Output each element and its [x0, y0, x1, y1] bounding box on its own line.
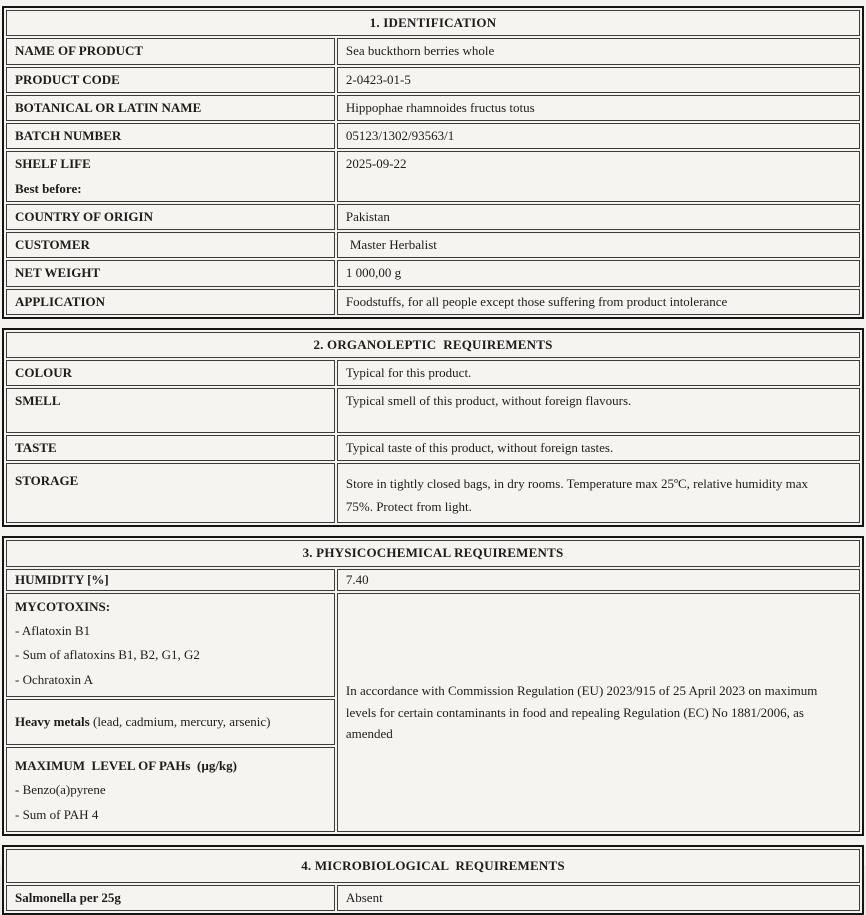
- row-label-batch-number: BATCH NUMBER: [6, 123, 335, 149]
- row-value-country-of-origin: Pakistan: [337, 204, 860, 230]
- row-value-name-of-product: Sea buckthorn berries whole: [337, 38, 860, 64]
- row-label-taste: TASTE: [6, 435, 335, 461]
- table-row: [6, 360, 860, 386]
- row-label-application: APPLICATION: [6, 289, 335, 315]
- heavy-metals-cell: [6, 699, 335, 745]
- mycotoxins-cell: [6, 593, 335, 697]
- pahs-item-benzo-a-pyrene: - Benzo(a)pyrene: [15, 782, 106, 798]
- section-title-organoleptic: 2. ORGANOLEPTIC REQUIREMENTS: [6, 332, 860, 358]
- mycotoxin-item-sum-aflatoxins: - Sum of aflatoxins B1, B2, G1, G2: [15, 647, 200, 663]
- section-organoleptic: [2, 328, 864, 528]
- row-value-colour: [337, 360, 860, 386]
- row-value-storage: [337, 463, 860, 524]
- regulation-note-text: In accordance with Commission Regulation (EU) 2023/915 of 25 April 2023 on maximum levels for certain contaminants in food and repealing Regulation (EC) No 1881/2006, as amended: [345, 683, 818, 741]
- section-header-row: [6, 540, 860, 566]
- table-row: [6, 260, 860, 286]
- table-row: [6, 885, 860, 911]
- section-header-row: [6, 332, 860, 358]
- table-row: [6, 67, 860, 93]
- row-value-application: Foodstuffs, for all people except those suffering from product intolerance: [337, 289, 860, 315]
- row-label-net-weight: NET WEIGHT: [6, 260, 335, 286]
- table-row: [6, 435, 860, 461]
- row-value-shelf-life: 2025-09-22: [337, 151, 860, 202]
- best-before-label: Best before:: [15, 180, 82, 196]
- heavy-metals-heading: Heavy metals: [15, 713, 90, 729]
- row-value-salmonella: Absent: [337, 885, 860, 911]
- table-row: [6, 593, 860, 697]
- row-value-customer: Master Herbalist: [337, 232, 860, 258]
- pahs-item-sum-of-pah4: - Sum of PAH 4: [15, 806, 99, 822]
- pahs-cell: [6, 747, 335, 832]
- row-label-botanical-name: BOTANICAL OR LATIN NAME: [6, 95, 335, 121]
- row-value-humidity: 7.40: [337, 569, 860, 591]
- section-header-row: [6, 10, 860, 36]
- section-physicochemical: [2, 536, 864, 836]
- section-title-identification: 1. IDENTIFICATION: [6, 10, 860, 36]
- colour-value-text: Typical for this product.: [345, 365, 472, 380]
- mycotoxins-heading: MYCOTOXINS:: [15, 598, 111, 614]
- table-row: [6, 204, 860, 230]
- table-row: [6, 232, 860, 258]
- row-label-colour: COLOUR: [6, 360, 335, 386]
- table-row: [6, 289, 860, 315]
- row-label-smell: SMELL: [6, 388, 335, 432]
- row-value-product-code: 2-0423-01-5: [337, 67, 860, 93]
- row-label-product-code: PRODUCT CODE: [6, 67, 335, 93]
- shelf-life-label: SHELF LIFE: [15, 156, 91, 172]
- row-label-country-of-origin: COUNTRY OF ORIGIN: [6, 204, 335, 230]
- row-value-batch-number: 05123/1302/93563/1: [337, 123, 860, 149]
- taste-value-text: Typical taste of this product, without foreign tastes.: [345, 439, 614, 455]
- regulation-note-cell: [337, 593, 860, 832]
- section-microbiological: [2, 845, 864, 915]
- mycotoxin-item-ochratoxin-a: - Ochratoxin A: [15, 671, 93, 687]
- section-header-row: [6, 849, 860, 883]
- row-value-net-weight: 1 000,00 g: [337, 260, 860, 286]
- table-row: [6, 123, 860, 149]
- row-label-humidity: HUMIDITY [%]: [6, 569, 335, 591]
- table-row: [6, 388, 860, 432]
- row-label-customer: CUSTOMER: [6, 232, 335, 258]
- table-row: [6, 569, 860, 591]
- heavy-metals-detail: (lead, cadmium, mercury, arsenic): [89, 713, 271, 729]
- row-label-shelf-life: [6, 151, 335, 202]
- row-label-salmonella: Salmonella per 25g: [6, 885, 335, 911]
- section-identification: [2, 6, 864, 319]
- section-title-physicochemical: 3. PHYSICOCHEMICAL REQUIREMENTS: [6, 540, 860, 566]
- pahs-heading: MAXIMUM LEVEL OF PAHs (µg/kg): [15, 758, 237, 773]
- row-value-botanical-name: Hippophae rhamnoides fructus totus: [337, 95, 860, 121]
- table-row: [6, 95, 860, 121]
- section-title-microbiological: 4. MICROBIOLOGICAL REQUIREMENTS: [6, 849, 860, 883]
- table-row: [6, 151, 860, 202]
- smell-value-text: Typical smell of this product, without foreign flavours.: [345, 393, 632, 409]
- row-value-taste: [337, 435, 860, 461]
- storage-value-text: Store in tightly closed bags, in dry rooms. Temperature max 25ºC, relative humidity max 75%. Protect from light.: [345, 475, 808, 514]
- table-row: [6, 463, 860, 524]
- row-label-name-of-product: NAME OF PRODUCT: [6, 38, 335, 64]
- row-value-smell: [337, 388, 860, 432]
- table-row: [6, 38, 860, 64]
- mycotoxin-item-aflatoxin-b1: - Aflatoxin B1: [15, 623, 91, 638]
- row-label-storage: STORAGE: [6, 463, 335, 524]
